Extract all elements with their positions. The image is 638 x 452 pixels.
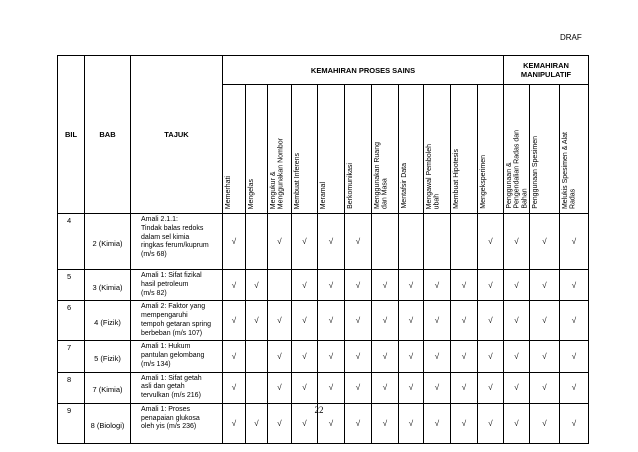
checkmark-icon: √ bbox=[514, 418, 519, 428]
skill-header bbox=[399, 85, 424, 214]
skill-check-cell bbox=[424, 214, 451, 270]
skill-check-cell bbox=[560, 270, 589, 301]
col-bab-header: BAB bbox=[85, 56, 131, 214]
skill-header bbox=[530, 85, 560, 214]
bil-cell: 4 bbox=[58, 214, 85, 270]
skill-header-line: Pengendalian Radas dan bbox=[513, 130, 521, 209]
skill-header-line: Penggunaan & bbox=[506, 162, 513, 209]
skill-check-cell bbox=[372, 270, 399, 301]
skill-header bbox=[292, 85, 318, 214]
skill-check-cell bbox=[424, 372, 451, 403]
checkmark-icon: √ bbox=[488, 316, 493, 326]
skill-check-cell bbox=[504, 341, 530, 372]
skill-check-cell bbox=[530, 341, 560, 372]
skill-header-label bbox=[426, 144, 441, 209]
skill-check-cell bbox=[268, 214, 292, 270]
skill-check-cell bbox=[223, 214, 246, 270]
tajuk-line: tempoh getaran spring bbox=[141, 320, 212, 328]
checkmark-icon: √ bbox=[277, 351, 282, 361]
skill-header-line: Bahan bbox=[521, 188, 529, 209]
checkmark-icon: √ bbox=[277, 418, 282, 428]
skill-header-line: Meramal bbox=[320, 181, 327, 209]
skill-check-cell bbox=[292, 214, 318, 270]
skill-check-cell bbox=[478, 372, 504, 403]
checkmark-icon: √ bbox=[408, 351, 414, 361]
tajuk-cell bbox=[131, 372, 223, 403]
tajuk-line: pantulan gelombang bbox=[141, 352, 205, 359]
tajuk-line: (m/s 134) bbox=[141, 360, 171, 368]
skill-check-cell bbox=[246, 372, 268, 403]
checkmark-icon: √ bbox=[254, 418, 259, 428]
checkmark-icon: √ bbox=[382, 383, 388, 393]
skill-check-cell bbox=[530, 270, 560, 301]
tajuk-line: Amali 1: Hukum bbox=[141, 343, 191, 351]
skill-header-label bbox=[532, 136, 540, 209]
skill-header-label bbox=[506, 130, 529, 209]
tajuk-line: Amali 1: Sifat fizikal bbox=[141, 272, 202, 279]
checkmark-icon: √ bbox=[382, 351, 388, 361]
checkmark-icon: √ bbox=[231, 383, 237, 393]
skill-check-cell bbox=[399, 270, 424, 301]
skill-header bbox=[504, 85, 530, 214]
checkmark-icon: √ bbox=[434, 383, 440, 393]
checkmark-icon: √ bbox=[434, 418, 440, 428]
skill-header-label bbox=[248, 179, 256, 209]
skill-check-cell bbox=[424, 301, 451, 341]
skill-header bbox=[560, 85, 589, 214]
checkmark-icon: √ bbox=[302, 237, 307, 246]
skill-header-label bbox=[453, 149, 461, 209]
skill-check-cell bbox=[451, 372, 478, 403]
tajuk-line: tervulkan (m/s 216) bbox=[141, 392, 201, 399]
table-row bbox=[58, 372, 589, 403]
checkmark-icon: √ bbox=[254, 316, 259, 326]
tajuk-line: berbeban (m/s 107) bbox=[141, 329, 203, 337]
skill-header-label bbox=[562, 132, 577, 209]
skill-check-cell bbox=[451, 301, 478, 341]
checkmark-icon: √ bbox=[542, 237, 547, 246]
skill-check-cell bbox=[345, 214, 372, 270]
skill-check-cell bbox=[223, 270, 246, 301]
manipulatif-line-2: MANIPULATIF bbox=[520, 70, 572, 79]
tajuk-line: (m/s 82) bbox=[141, 289, 167, 297]
skills-matrix-table bbox=[57, 55, 589, 444]
checkmark-icon: √ bbox=[302, 383, 307, 393]
checkmark-icon: √ bbox=[434, 351, 440, 361]
checkmark-icon: √ bbox=[408, 418, 414, 428]
skill-check-cell bbox=[223, 301, 246, 341]
skill-check-cell bbox=[451, 214, 478, 270]
checkmark-icon: √ bbox=[355, 280, 361, 290]
skill-check-cell bbox=[318, 301, 345, 341]
bab-cell: 8 (Biologi) bbox=[85, 403, 131, 443]
skill-check-cell bbox=[478, 301, 504, 341]
checkmark-icon: √ bbox=[488, 237, 493, 246]
checkmark-icon: √ bbox=[231, 280, 237, 290]
checkmark-icon: √ bbox=[382, 316, 388, 326]
checkmark-icon: √ bbox=[434, 280, 440, 290]
tajuk-cell bbox=[131, 270, 223, 301]
skill-check-cell bbox=[560, 341, 589, 372]
checkmark-icon: √ bbox=[488, 383, 493, 393]
manipulatif-group-header bbox=[504, 56, 589, 85]
skill-check-cell bbox=[530, 372, 560, 403]
skill-check-cell bbox=[478, 214, 504, 270]
skill-check-cell bbox=[268, 372, 292, 403]
checkmark-icon: √ bbox=[277, 237, 282, 246]
skill-check-cell bbox=[223, 372, 246, 403]
checkmark-icon: √ bbox=[461, 316, 467, 326]
skill-check-cell bbox=[424, 341, 451, 372]
skill-check-cell bbox=[504, 214, 530, 270]
skill-header-line: Menggunakan Ruang bbox=[374, 142, 381, 209]
skill-check-cell bbox=[504, 270, 530, 301]
checkmark-icon: √ bbox=[328, 418, 334, 428]
bab-cell: 3 (Kimia) bbox=[85, 270, 131, 301]
checkmark-icon: √ bbox=[382, 418, 388, 428]
checkmark-icon: √ bbox=[302, 418, 307, 428]
skill-header-line: Menggunakan Nombor bbox=[277, 137, 285, 209]
col-tajuk-header: TAJUK bbox=[131, 56, 223, 214]
checkmark-icon: √ bbox=[231, 418, 237, 428]
checkmark-icon: √ bbox=[514, 280, 519, 290]
skill-check-cell bbox=[292, 301, 318, 341]
skill-header bbox=[345, 85, 372, 214]
checkmark-icon: √ bbox=[488, 418, 493, 428]
bil-cell: 7 bbox=[58, 341, 85, 372]
skill-check-cell bbox=[292, 372, 318, 403]
checkmark-icon: √ bbox=[355, 237, 361, 246]
skill-check-cell bbox=[451, 270, 478, 301]
checkmark-icon: √ bbox=[231, 316, 237, 326]
bil-cell: 5 bbox=[58, 270, 85, 301]
checkmark-icon: √ bbox=[231, 237, 237, 246]
checkmark-icon: √ bbox=[408, 280, 414, 290]
skill-check-cell bbox=[399, 372, 424, 403]
skill-check-cell bbox=[530, 214, 560, 270]
checkmark-icon: √ bbox=[408, 316, 414, 326]
skill-header-label bbox=[225, 176, 233, 209]
tajuk-line: dalam sel kimia bbox=[141, 233, 190, 241]
skill-check-cell bbox=[318, 372, 345, 403]
skill-check-cell bbox=[372, 301, 399, 341]
skill-check-cell bbox=[399, 341, 424, 372]
bab-cell: 5 (Fizik) bbox=[85, 341, 131, 372]
skill-check-cell bbox=[268, 270, 292, 301]
skill-header-line: Radas bbox=[569, 188, 577, 209]
skill-header-label bbox=[374, 142, 389, 209]
checkmark-icon: √ bbox=[328, 237, 334, 246]
skill-header-label bbox=[320, 182, 328, 209]
bab-cell: 2 (Kimia) bbox=[85, 214, 131, 270]
checkmark-icon: √ bbox=[302, 351, 307, 361]
tajuk-line: Amali 1: Proses bbox=[141, 405, 191, 413]
table-row bbox=[58, 270, 589, 301]
checkmark-icon: √ bbox=[461, 383, 467, 393]
checkmark-icon: √ bbox=[231, 351, 237, 361]
tajuk-line: Amali 2: Faktor yang bbox=[141, 303, 206, 311]
bil-cell: 9 bbox=[58, 403, 85, 443]
checkmark-icon: √ bbox=[571, 418, 577, 428]
bab-cell: 7 (Kimia) bbox=[85, 372, 131, 403]
checkmark-icon: √ bbox=[434, 316, 440, 326]
checkmark-icon: √ bbox=[542, 280, 547, 290]
checkmark-icon: √ bbox=[514, 316, 519, 326]
skill-check-cell bbox=[223, 341, 246, 372]
skill-header-line: Mengelas bbox=[248, 178, 255, 209]
sains-group-header: KEMAHIRAN PROSES SAINS bbox=[223, 56, 504, 85]
tajuk-line: Tindak balas redoks bbox=[141, 224, 204, 232]
skill-header-label bbox=[401, 163, 409, 209]
skill-header-line: Melukis Spesimen & Alat bbox=[562, 131, 569, 209]
skill-check-cell bbox=[372, 372, 399, 403]
skill-header bbox=[268, 85, 292, 214]
checkmark-icon: √ bbox=[571, 351, 577, 361]
checkmark-icon: √ bbox=[408, 383, 414, 393]
skill-check-cell bbox=[451, 341, 478, 372]
checkmark-icon: √ bbox=[355, 383, 361, 393]
checkmark-icon: √ bbox=[277, 316, 282, 326]
skill-check-cell bbox=[424, 270, 451, 301]
bil-cell: 6 bbox=[58, 301, 85, 341]
skill-header-line: Mentafsir Data bbox=[401, 163, 408, 209]
skill-header-label bbox=[480, 155, 488, 209]
skill-check-cell bbox=[399, 301, 424, 341]
checkmark-icon: √ bbox=[514, 237, 519, 246]
skill-check-cell bbox=[399, 214, 424, 270]
tajuk-line: ringkas ferum/kuprum bbox=[141, 242, 209, 250]
skill-check-cell bbox=[345, 270, 372, 301]
tajuk-line: penapaian glukosa bbox=[141, 414, 200, 422]
checkmark-icon: √ bbox=[355, 316, 361, 326]
skill-check-cell bbox=[560, 372, 589, 403]
skill-check-cell bbox=[478, 270, 504, 301]
skill-header bbox=[318, 85, 345, 214]
checkmark-icon: √ bbox=[514, 351, 519, 361]
table-row bbox=[58, 214, 589, 270]
skill-check-cell bbox=[292, 341, 318, 372]
skill-header-line: Membuat Hipotesis bbox=[453, 149, 460, 209]
page-number: 22 bbox=[314, 405, 324, 415]
skill-check-cell bbox=[345, 341, 372, 372]
tajuk-line: asli dan getah bbox=[141, 383, 185, 391]
checkmark-icon: √ bbox=[277, 383, 282, 393]
skill-check-cell bbox=[560, 301, 589, 341]
skill-header bbox=[424, 85, 451, 214]
tajuk-line: hasil petroleum bbox=[141, 280, 189, 288]
bil-cell: 8 bbox=[58, 372, 85, 403]
checkmark-icon: √ bbox=[328, 316, 334, 326]
skill-header-line: dan Masa bbox=[381, 178, 389, 209]
skill-check-cell bbox=[504, 301, 530, 341]
skill-check-cell bbox=[372, 214, 399, 270]
checkmark-icon: √ bbox=[302, 280, 307, 290]
skill-header-line: ubah bbox=[433, 193, 441, 209]
skill-check-cell bbox=[246, 214, 268, 270]
skill-header-line: Mengawal Pemboleh bbox=[426, 143, 433, 209]
manipulatif-line-1: KEMAHIRAN bbox=[523, 61, 569, 70]
checkmark-icon: √ bbox=[355, 418, 361, 428]
checkmark-icon: √ bbox=[514, 383, 519, 393]
tajuk-line: (m/s 68) bbox=[141, 251, 167, 258]
tajuk-line: mempengaruhi bbox=[141, 312, 188, 319]
checkmark-icon: √ bbox=[328, 280, 334, 290]
checkmark-icon: √ bbox=[461, 418, 467, 428]
skill-check-cell bbox=[345, 372, 372, 403]
skill-check-cell bbox=[268, 341, 292, 372]
checkmark-icon: √ bbox=[571, 316, 577, 326]
table-row bbox=[58, 301, 589, 341]
skill-header-label bbox=[347, 163, 355, 209]
skill-check-cell bbox=[292, 270, 318, 301]
skill-header bbox=[372, 85, 399, 214]
skill-check-cell bbox=[530, 301, 560, 341]
skill-header-line: Membuat Inferens bbox=[294, 152, 301, 209]
checkmark-icon: √ bbox=[571, 383, 577, 393]
skill-header-line: Mengeksperimen bbox=[480, 155, 487, 209]
skill-header bbox=[451, 85, 478, 214]
draft-label: DRAF bbox=[560, 33, 582, 42]
skill-header bbox=[478, 85, 504, 214]
skill-check-cell bbox=[246, 341, 268, 372]
tajuk-cell bbox=[131, 214, 223, 270]
skill-check-cell bbox=[372, 341, 399, 372]
checkmark-icon: √ bbox=[571, 280, 577, 290]
tajuk-line: Amali 2.1.1: bbox=[141, 216, 178, 223]
skill-header-label bbox=[270, 138, 285, 209]
skill-header-line: Mengukur & bbox=[270, 171, 277, 209]
table-row bbox=[58, 341, 589, 372]
checkmark-icon: √ bbox=[328, 351, 334, 361]
skill-header-line: Penggunaan Spesimen bbox=[532, 136, 539, 209]
skill-check-cell bbox=[345, 301, 372, 341]
skill-check-cell bbox=[318, 341, 345, 372]
tajuk-line: oleh yis (m/s 236) bbox=[141, 423, 197, 431]
checkmark-icon: √ bbox=[355, 351, 361, 361]
skill-check-cell bbox=[478, 341, 504, 372]
col-bil-header: BIL bbox=[58, 56, 85, 214]
tajuk-line: Amali 1: Sifat getah bbox=[141, 374, 202, 382]
tajuk-cell bbox=[131, 341, 223, 372]
skill-check-cell bbox=[246, 301, 268, 341]
checkmark-icon: √ bbox=[542, 351, 547, 361]
skill-header-line: Memerhati bbox=[225, 175, 232, 209]
skill-header bbox=[223, 85, 246, 214]
skill-check-cell bbox=[268, 301, 292, 341]
checkmark-icon: √ bbox=[382, 280, 388, 290]
checkmark-icon: √ bbox=[542, 316, 547, 326]
skill-check-cell bbox=[246, 270, 268, 301]
checkmark-icon: √ bbox=[488, 280, 493, 290]
checkmark-icon: √ bbox=[542, 383, 547, 393]
skill-check-cell bbox=[560, 214, 589, 270]
checkmark-icon: √ bbox=[571, 237, 577, 246]
checkmark-icon: √ bbox=[302, 316, 307, 326]
skill-check-cell bbox=[504, 372, 530, 403]
checkmark-icon: √ bbox=[254, 280, 259, 290]
bab-cell: 4 (Fizik) bbox=[85, 301, 131, 341]
checkmark-icon: √ bbox=[461, 280, 467, 290]
skill-check-cell bbox=[318, 214, 345, 270]
skill-header-line: Berkomunikasi bbox=[347, 163, 354, 209]
skill-check-cell bbox=[318, 270, 345, 301]
checkmark-icon: √ bbox=[328, 383, 334, 393]
skill-header-label bbox=[294, 153, 302, 209]
checkmark-icon: √ bbox=[542, 418, 547, 428]
skill-header bbox=[246, 85, 268, 214]
checkmark-icon: √ bbox=[488, 351, 493, 361]
tajuk-cell bbox=[131, 301, 223, 341]
checkmark-icon: √ bbox=[461, 351, 467, 361]
